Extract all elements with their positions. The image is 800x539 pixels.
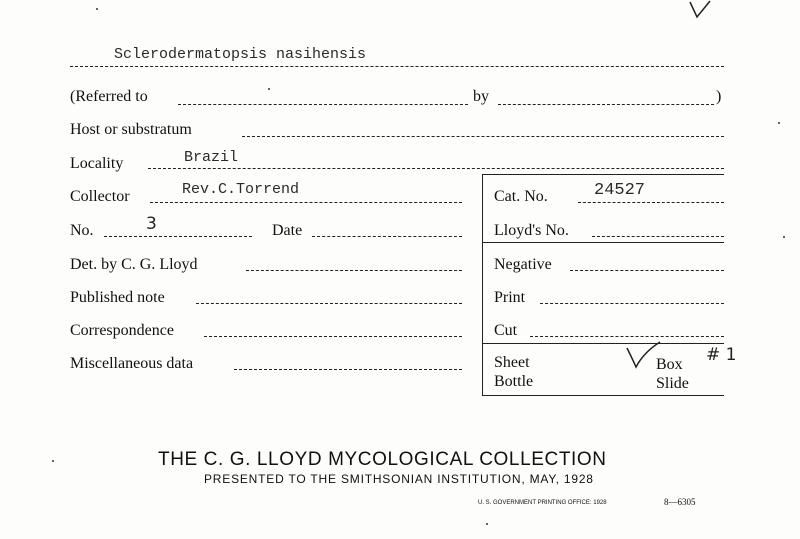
print-office-note: U. S. GOVERNMENT PRINTING OFFICE: 1928 [478,500,607,506]
number-value: 3 [146,214,157,234]
by-line [498,104,714,105]
lloyds-no-label: Lloyd's No. [494,222,569,239]
form-code: 8—6305 [664,497,696,507]
cut-line [530,336,724,337]
collection-subtitle: PRESENTED TO THE SMITHSONIAN INSTITUTION, MAY, 1928 [204,472,594,486]
collector-line [150,202,462,203]
panel-left-border [482,174,483,395]
panel-row-divider-2 [482,343,724,344]
print-label: Print [494,289,526,306]
slide-label: Slide [656,375,689,392]
cat-no-line [578,202,724,203]
published-note-line [196,303,462,304]
lloyds-no-line [592,236,724,237]
referred-to-label: (Referred to [70,88,148,105]
host-label: Host or substratum [70,121,192,138]
bottle-label: Bottle [494,373,534,390]
date-line [312,236,462,237]
species-name-line [70,66,724,67]
scan-speck [783,236,785,238]
close-paren: ) [716,88,722,105]
collection-title: THE C. G. LLOYD MYCOLOGICAL COLLECTION [158,449,607,470]
host-line [242,136,724,137]
locality-label: Locality [70,155,124,172]
published-note-label: Published note [70,289,165,306]
det-by-label: Det. by C. G. Lloyd [70,256,198,273]
scan-speck [778,122,780,124]
panel-row-divider-1 [482,242,724,243]
date-label: Date [272,222,303,239]
species-name: Sclerodermatopsis nasihensis [114,46,367,63]
correspondence-label: Correspondence [70,322,174,339]
misc-data-line [234,369,462,370]
panel-top-border [482,174,724,175]
locality-value: Brazil [184,149,239,166]
box-number-value: # 1 [706,345,737,365]
panel-bottom-border [482,395,724,396]
cut-label: Cut [494,322,518,339]
no-label: No. [70,222,94,239]
cat-no-label: Cat. No. [494,188,548,205]
check-mark-icon [688,0,714,20]
sheet-check-mark-icon [624,340,664,370]
locality-line [148,168,724,169]
correspondence-line [204,336,462,337]
collector-value: Rev.C.Torrend [182,181,300,198]
no-line [104,236,252,237]
collector-label: Collector [70,188,130,205]
det-by-line [246,270,462,271]
scan-speck [486,523,488,525]
negative-line [570,270,724,271]
referred-to-line [178,104,468,105]
scan-speck [52,460,54,462]
cat-no-value: 24527 [594,181,646,200]
scan-speck [96,8,98,10]
box-label: Box [656,356,683,373]
negative-label: Negative [494,256,552,273]
misc-data-label: Miscellaneous data [70,355,194,372]
print-line [540,303,724,304]
scan-speck [268,88,270,90]
by-label: by [473,88,489,105]
sheet-label: Sheet [494,354,530,371]
